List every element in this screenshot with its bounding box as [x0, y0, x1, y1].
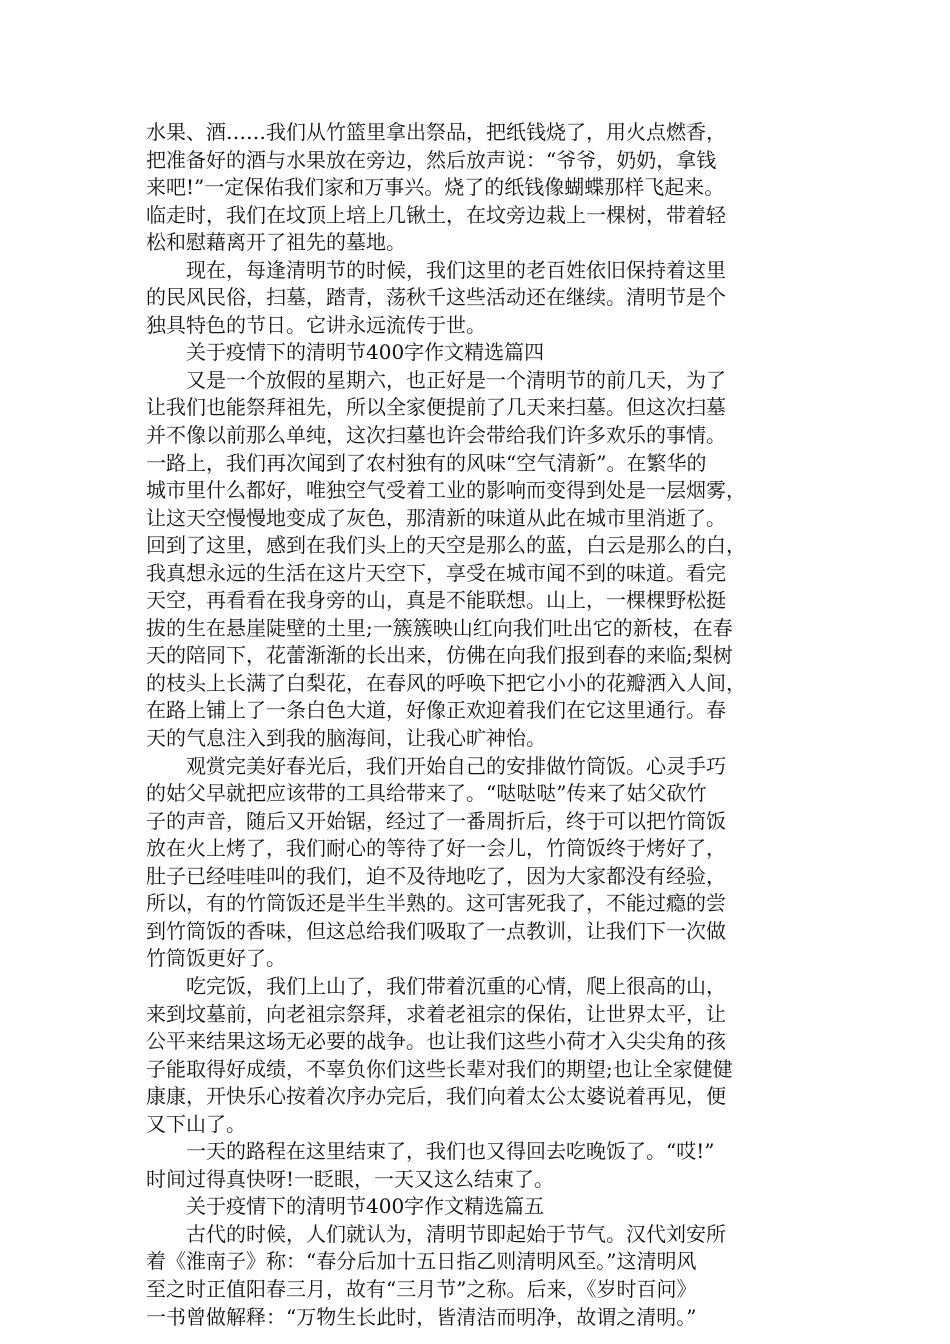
text-line: 公平来结果这场无必要的战争。也让我们这些小荷才入尖尖角的孩: [146, 1029, 726, 1054]
text-line: 的民风民俗，扫墓，踏青，荡秋千这些活动还在继续。清明节是个: [146, 285, 726, 310]
text-line: 又下山了。: [146, 1111, 246, 1136]
text-line: 所以，有的竹筒饭还是半生半熟的。这可害死我了，不能过瘾的尝: [146, 891, 726, 916]
text-line: 的枝头上长满了白梨花，在春风的呼唤下把它小小的花瓣洒入人间，: [146, 670, 746, 695]
text-line: 一路上，我们再次闻到了农村独有的风味“空气清新”。在繁华的: [146, 450, 707, 475]
text-line: 来吧!”一定保佑我们家和万事兴。烧了的纸钱像蝴蝶那样飞起来。: [146, 175, 725, 200]
text-line: 让这天空慢慢地变成了灰色，那清新的味道从此在城市里消逝了。: [146, 505, 726, 530]
text-line: 放在火上烤了，我们耐心的等待了好一会儿，竹筒饭终于烤好了，: [146, 836, 726, 861]
text-line: 天空，再看看在我身旁的山，真是不能联想。山上，一棵棵野松挺: [146, 588, 726, 613]
text-line: 松和慰藉离开了祖先的墓地。: [146, 230, 406, 255]
text-line: 临走时，我们在坟顶上培上几锹土，在坟旁边栽上一棵树，带着轻: [146, 202, 726, 227]
section-heading: 关于疫情下的清明节400字作文精选篇四: [146, 340, 545, 365]
text-line: 天的气息注入到我的脑海间，让我心旷神怡。: [146, 726, 546, 751]
text-line: 来到坟墓前，向老祖宗祭拜，求着老祖宗的保佑，让世界太平，让: [146, 1001, 726, 1026]
text-line: 一天的路程在这里结束了，我们也又得回去吃晚饭了。“哎!”: [146, 1139, 715, 1164]
text-line: 现在，每逢清明节的时候，我们这里的老百姓依旧保持着这里: [146, 257, 726, 282]
text-line: 把准备好的酒与水果放在旁边，然后放声说：“爷爷，奶奶，拿钱: [146, 147, 717, 172]
text-line: 回到了这里，感到在我们头上的天空是那么的蓝，白云是那么的白，: [146, 533, 746, 558]
text-line: 子能取得好成绩，不辜负你们这些长辈对我们的期望;也让全家健健: [146, 1056, 733, 1081]
text-line: 竹筒饭更好了。: [146, 946, 286, 971]
text-line: 拔的生在悬崖陡壁的土里;一簇簇映山红向我们吐出它的新枝，在春: [146, 615, 733, 640]
text-line: 独具特色的节日。它讲永远流传于世。: [146, 312, 486, 337]
text-line: 在路上铺上了一条白色大道，好像正欢迎着我们在它这里通行。春: [146, 698, 726, 723]
section-heading: 关于疫情下的清明节400字作文精选篇五: [146, 1194, 545, 1219]
text-line: 到竹筒饭的香味，但这总给我们吸取了一点教训，让我们下一次做: [146, 918, 726, 943]
text-line: 水果、酒……我们从竹篮里拿出祭品，把纸钱烧了，用火点燃香，: [146, 120, 726, 144]
text-line: 吃完饭，我们上山了，我们带着沉重的心情，爬上很高的山，: [146, 973, 726, 998]
text-line: 城市里什么都好，唯独空气受着工业的影响而变得到处是一层烟雾，: [146, 478, 746, 503]
text-line: 观赏完美好春光后，我们开始自己的安排做竹筒饭。心灵手巧: [146, 753, 726, 778]
text-line: 让我们也能祭拜祖先，所以全家便提前了几天来扫墓。但这次扫墓: [146, 395, 726, 420]
text-line: 我真想永远的生活在这片天空下，享受在城市闻不到的味道。看完: [146, 560, 726, 585]
text-line: 又是一个放假的星期六，也正好是一个清明节的前几天，为了: [146, 367, 726, 392]
text-line: 康康，开快乐心按着次序办完后，我们向着太公太婆说着再见，便: [146, 1084, 726, 1109]
text-line: 子的声音，随后又开始锯，经过了一番周折后，终于可以把竹筒饭: [146, 808, 726, 833]
text-line: 至之时正值阳春三月，故有“三月节”之称。后来，《岁时百问》: [146, 1276, 697, 1301]
text-line: 古代的时候，人们就认为，清明节即起始于节气。汉代刘安所: [146, 1221, 726, 1246]
text-line: 天的陪同下，花蕾渐渐的长出来，仿佛在向我们报到春的来临;梨树: [146, 643, 733, 668]
text-line: 一书曾做解释：“万物生长此时，皆清洁而明净，故谓之清明。”: [146, 1304, 697, 1329]
text-line: 的姑父早就把应该带的工具给带来了。“哒哒哒”传来了姑父砍竹: [146, 781, 707, 806]
text-line: 时间过得真快呀!一眨眼，一天又这么结束了。: [146, 1166, 555, 1191]
document-body: [146, 119, 810, 1331]
text-line: 着《淮南子》称：“春分后加十五日指乙则清明风至。”这清明风: [146, 1249, 697, 1274]
text-line: 并不像以前那么单纯，这次扫墓也许会带给我们许多欢乐的事情。: [146, 423, 726, 448]
text-line: 肚子已经哇哇叫的我们，迫不及待地吃了，因为大家都没有经验，: [146, 863, 726, 888]
